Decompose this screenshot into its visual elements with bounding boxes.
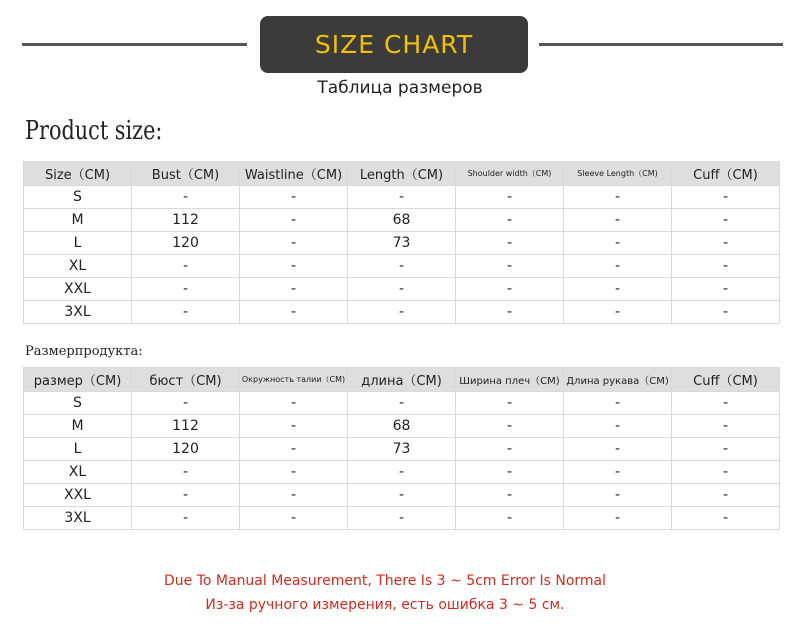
table-row	[24, 461, 780, 484]
table-cell: -	[132, 507, 240, 530]
column-header: Bust（CM)	[132, 162, 240, 186]
table-cell: -	[672, 461, 780, 484]
table-cell: -	[564, 232, 672, 255]
table-cell: -	[564, 438, 672, 461]
table-cell: 120	[132, 438, 240, 461]
page-title: SIZE CHART	[314, 30, 474, 59]
table-cell: -	[564, 186, 672, 209]
column-header: Waistline（CM)	[240, 162, 348, 186]
table-cell: -	[672, 209, 780, 232]
table-cell: -	[564, 392, 672, 415]
table-row	[24, 278, 780, 301]
page-subtitle: Таблица размеров	[317, 78, 483, 98]
table-cell: -	[240, 484, 348, 507]
measurement-note-en: Due To Manual Measurement, There Is 3 ~ 5cm Error Is Normal	[164, 573, 606, 589]
table-row	[24, 232, 780, 255]
table-row	[24, 209, 780, 232]
table-cell: -	[240, 392, 348, 415]
table-cell: -	[132, 392, 240, 415]
measurement-note-ru: Из-за ручного измерения, есть ошибка 3 ~ 5 см.	[205, 597, 565, 613]
title-rule-left	[22, 43, 247, 46]
table-cell: -	[240, 438, 348, 461]
table-cell: -	[564, 484, 672, 507]
size-chart-badge	[260, 16, 528, 73]
table-cell: 68	[348, 209, 456, 232]
table-cell: -	[564, 209, 672, 232]
table-cell: XL	[24, 255, 132, 278]
table-cell: M	[24, 415, 132, 438]
table-cell: -	[456, 507, 564, 530]
table-cell: 112	[132, 415, 240, 438]
table-cell: -	[564, 255, 672, 278]
product-size-heading: Product size:	[25, 116, 163, 146]
column-header: длина（CM)	[348, 368, 456, 392]
table-cell: -	[240, 461, 348, 484]
table-cell: -	[240, 209, 348, 232]
table-cell: -	[240, 301, 348, 324]
size-table-en	[23, 161, 780, 324]
table-header-row	[24, 368, 780, 392]
table-cell: -	[564, 278, 672, 301]
table-cell: -	[132, 301, 240, 324]
table-cell: L	[24, 232, 132, 255]
table-cell: 112	[132, 209, 240, 232]
table-cell: -	[672, 278, 780, 301]
table-row	[24, 392, 780, 415]
column-header: Cuff（CM)	[672, 162, 780, 186]
table-cell: -	[456, 392, 564, 415]
table-cell: -	[132, 484, 240, 507]
table-cell: -	[348, 484, 456, 507]
table-cell: -	[240, 507, 348, 530]
table-cell: -	[564, 507, 672, 530]
table-cell: -	[240, 278, 348, 301]
table-cell: -	[456, 484, 564, 507]
table-cell: -	[132, 461, 240, 484]
table-cell: -	[456, 278, 564, 301]
column-header: Length（CM)	[348, 162, 456, 186]
table-cell: XXL	[24, 278, 132, 301]
table-cell: -	[456, 186, 564, 209]
column-header: бюст（CM)	[132, 368, 240, 392]
table-cell: -	[564, 415, 672, 438]
table-cell: -	[672, 186, 780, 209]
table-cell: -	[672, 255, 780, 278]
table-cell: -	[348, 461, 456, 484]
table-cell: 3XL	[24, 507, 132, 530]
table-cell: S	[24, 186, 132, 209]
size-table-ru	[23, 367, 780, 530]
table-cell: -	[348, 392, 456, 415]
table-cell: XXL	[24, 484, 132, 507]
column-header: размер（CM)	[24, 368, 132, 392]
table-cell: 3XL	[24, 301, 132, 324]
table-cell: 73	[348, 438, 456, 461]
table-cell: -	[672, 415, 780, 438]
table-cell: -	[564, 301, 672, 324]
column-header: Cuff（CM)	[672, 368, 780, 392]
product-size-heading-ru: Размерпродукта:	[25, 344, 143, 359]
column-header: Окружность талии（CM)	[240, 368, 348, 392]
table-row	[24, 484, 780, 507]
table-cell: -	[456, 415, 564, 438]
table-cell: -	[672, 438, 780, 461]
table-row	[24, 186, 780, 209]
table-cell: -	[456, 232, 564, 255]
table-cell: -	[348, 278, 456, 301]
table-cell: -	[672, 484, 780, 507]
table-cell: -	[456, 438, 564, 461]
table-cell: 73	[348, 232, 456, 255]
table-row	[24, 255, 780, 278]
table-cell: -	[348, 255, 456, 278]
table-cell: XL	[24, 461, 132, 484]
table-cell: -	[456, 461, 564, 484]
table-cell: -	[456, 301, 564, 324]
table-cell: -	[672, 232, 780, 255]
table-cell: -	[132, 255, 240, 278]
column-header: Ширина плеч（CM)	[456, 368, 564, 392]
column-header: Sleeve Length（CM)	[564, 162, 672, 186]
column-header: Size（CM)	[24, 162, 132, 186]
table-row	[24, 507, 780, 530]
table-cell: S	[24, 392, 132, 415]
column-header: Длина рукава（CM)	[564, 368, 672, 392]
table-cell: -	[240, 232, 348, 255]
table-cell: 68	[348, 415, 456, 438]
table-row	[24, 301, 780, 324]
table-cell: -	[348, 186, 456, 209]
table-cell: -	[348, 301, 456, 324]
table-cell: -	[456, 255, 564, 278]
table-row	[24, 415, 780, 438]
table-cell: -	[564, 461, 672, 484]
table-cell: -	[348, 507, 456, 530]
table-cell: -	[240, 415, 348, 438]
table-row	[24, 438, 780, 461]
title-rule-right	[539, 43, 783, 46]
table-cell: -	[672, 301, 780, 324]
table-cell: L	[24, 438, 132, 461]
table-cell: -	[456, 209, 564, 232]
table-cell: -	[672, 392, 780, 415]
table-cell: -	[240, 255, 348, 278]
table-cell: -	[240, 186, 348, 209]
table-cell: -	[132, 278, 240, 301]
table-cell: -	[672, 507, 780, 530]
column-header: Shoulder width（CM)	[456, 162, 564, 186]
table-cell: 120	[132, 232, 240, 255]
table-header-row	[24, 162, 780, 186]
table-cell: -	[132, 186, 240, 209]
table-cell: M	[24, 209, 132, 232]
